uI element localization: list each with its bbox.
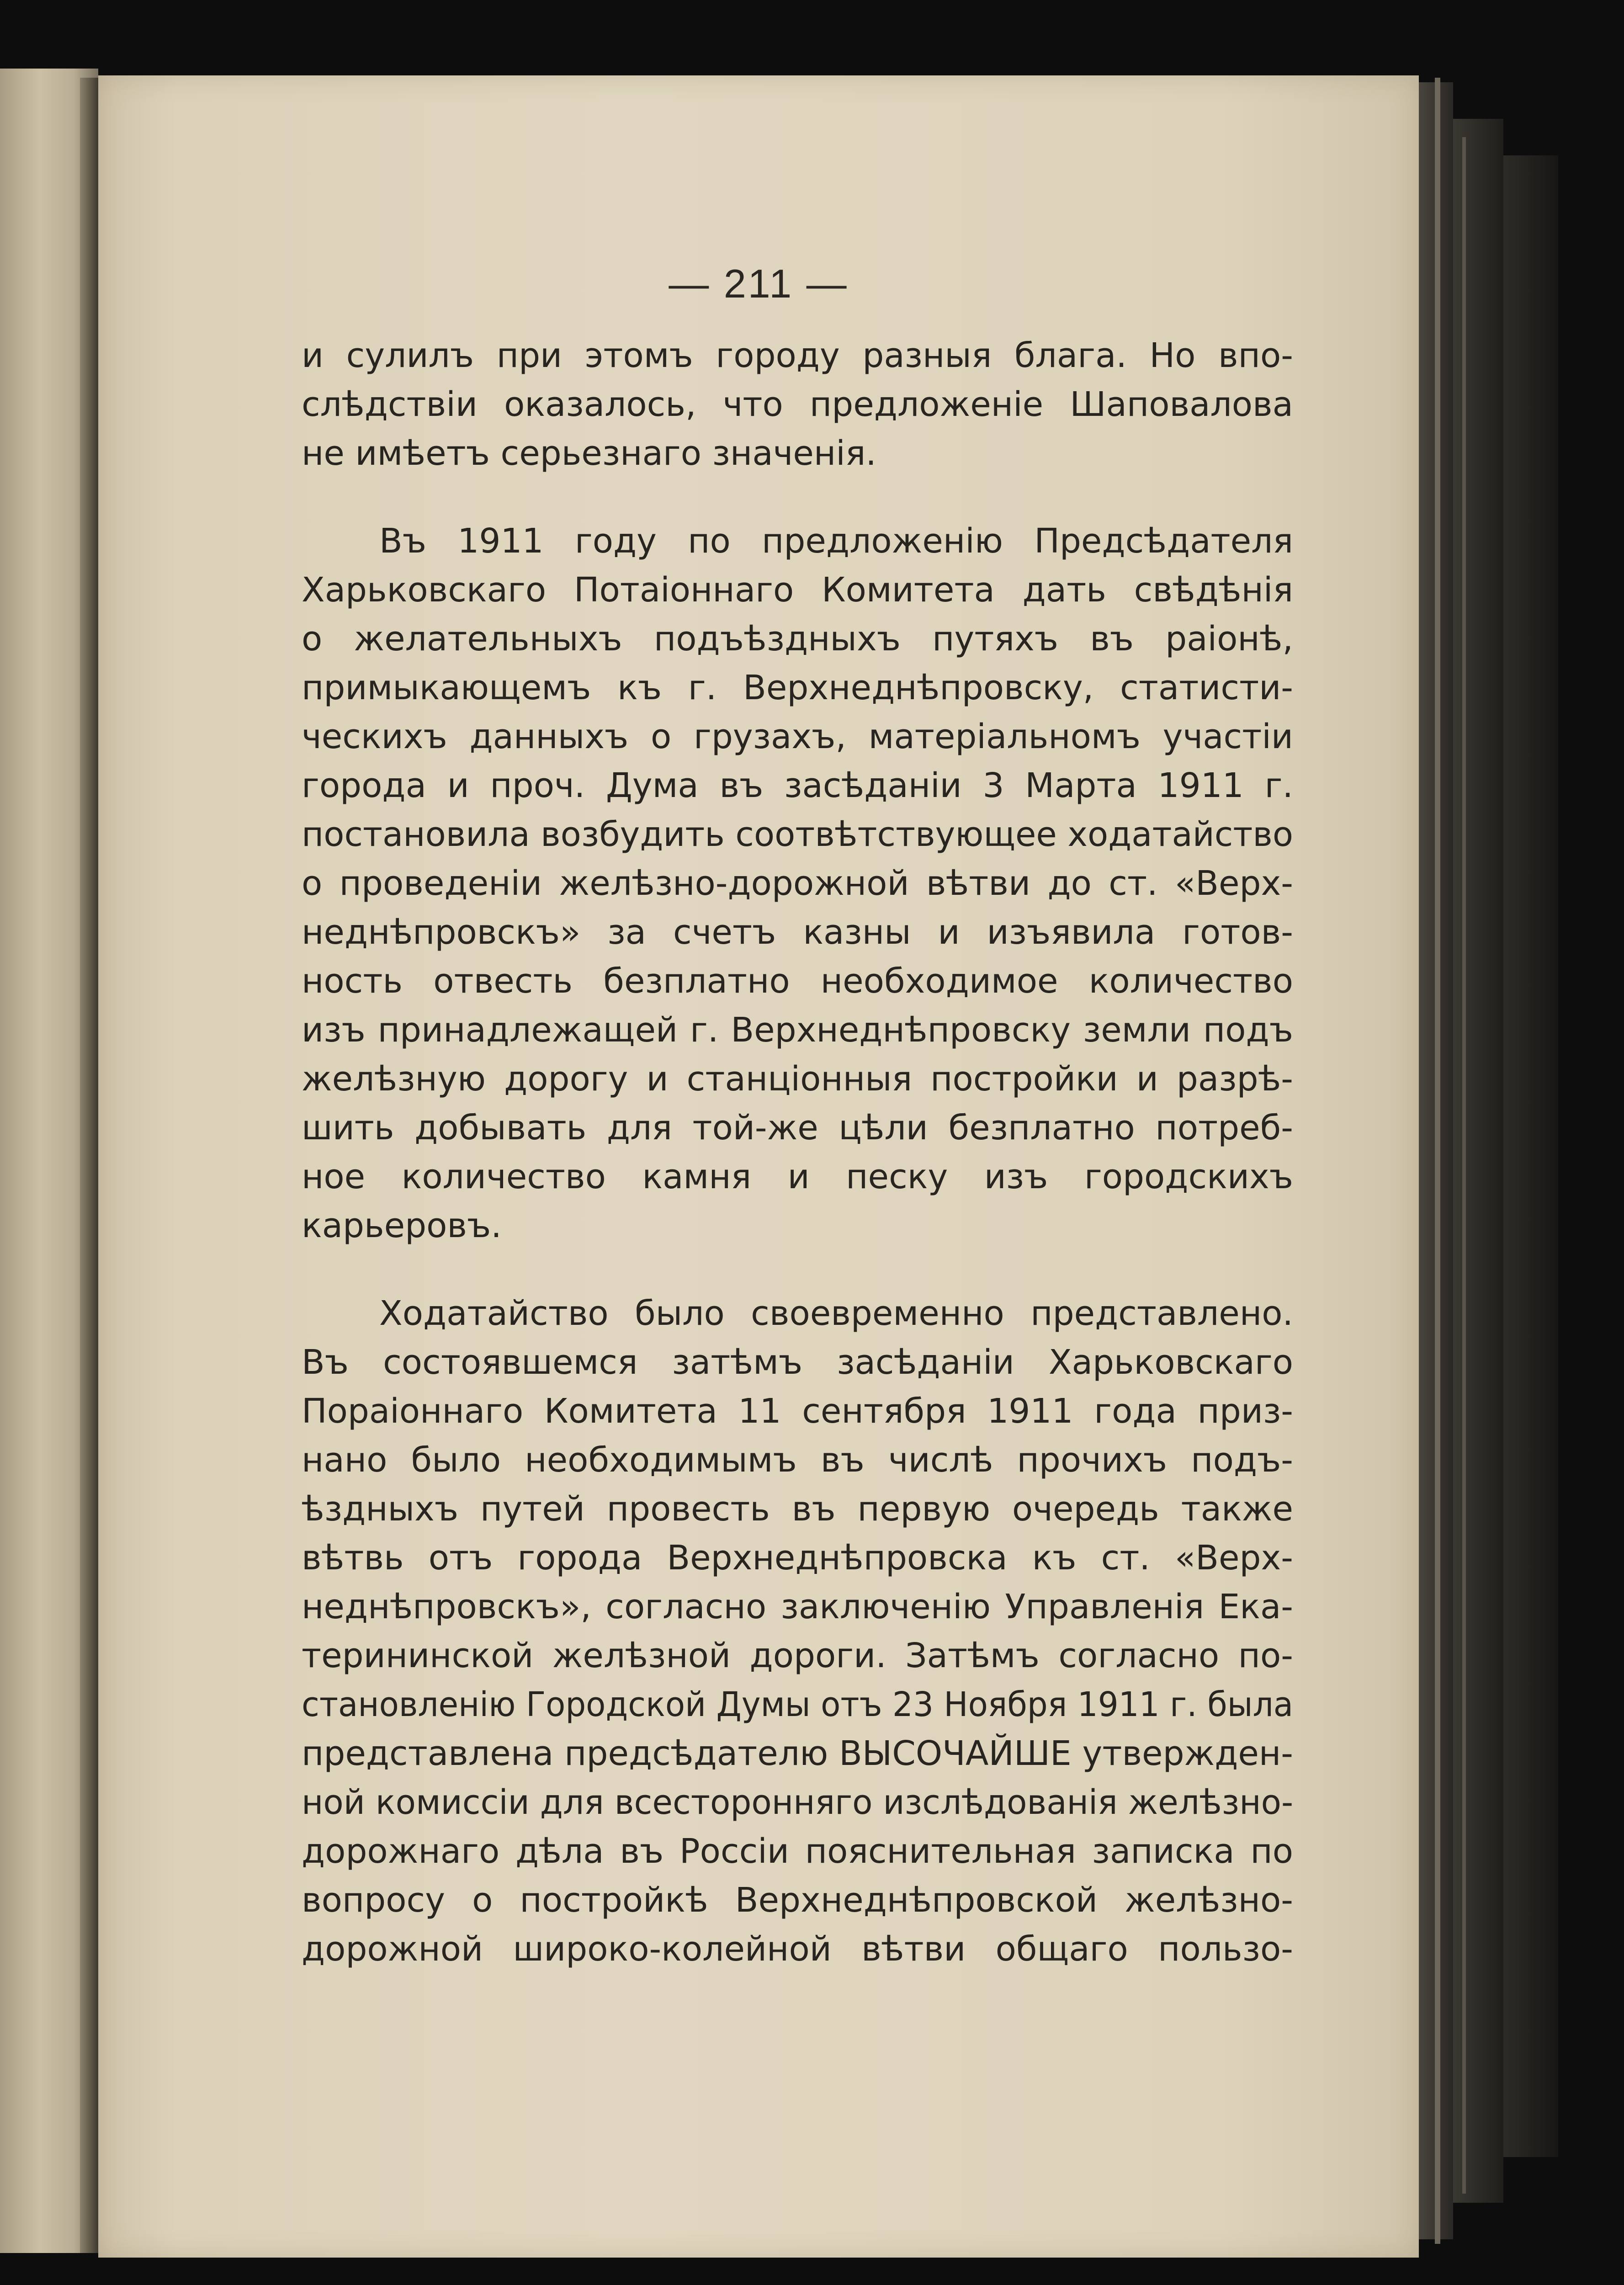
page-block-edge [1503, 155, 1558, 2157]
text-line: шить добывать для той-же цѣли безплатно потреб- [302, 1108, 1293, 1148]
text-line: примыкающемъ къ г. Верхнеднѣпровску, статисти- [302, 668, 1293, 707]
text-line: ческихъ данныхъ о грузахъ, матеріальномъ участіи [302, 717, 1293, 756]
text-line: желѣзную дорогу и станціонныя постройки и разрѣ- [302, 1059, 1293, 1099]
text-line: постановила возбудить соотвѣтствующее ходатайство [302, 815, 1294, 854]
text-line: о желательныхъ подъѣздныхъ путяхъ въ раіонѣ, [302, 619, 1293, 659]
text-line: представлена предсѣдателю ВЫСОЧАЙШЕ утвержден- [302, 1734, 1293, 1773]
book-page [98, 75, 1419, 2258]
text-line: ной комиссіи для всесторонняго изслѣдованія желѣзно- [302, 1783, 1294, 1822]
text-line: Ходатайство было своевременно представлено. [379, 1294, 1293, 1333]
text-line: изъ принадлежащей г. Верхнеднѣпровску земли подъ [302, 1010, 1293, 1050]
text-line: не имѣетъ серьезнаго значенія. [302, 434, 876, 473]
book-gutter [80, 78, 98, 2253]
page-block-edge [1462, 137, 1466, 2194]
text-line: вопросу о постройкѣ Верхнеднѣпровской желѣзно- [302, 1881, 1293, 1920]
text-line: неднѣпровскъ» за счетъ казны и изъявила готов- [302, 913, 1293, 952]
text-line: становленію Городской Думы отъ 23 Ноября 1911 г. была [302, 1685, 1294, 1724]
text-line: города и проч. Дума въ засѣданіи 3 Марта 1911 г. [302, 766, 1293, 805]
paragraph [302, 1289, 1293, 1974]
text-line: карьеровъ. [302, 1206, 502, 1245]
text-line: ѣздныхъ путей провесть въ первую очередь также [302, 1489, 1293, 1529]
text-line: неднѣпровскъ», согласно заключенію Управленія Ека- [302, 1587, 1293, 1626]
text-line: слѣдствіи оказалось, что предложеніе Шаповалова [302, 385, 1293, 424]
text-line: Пораіоннаго Комитета 11 сентября 1911 года приз- [302, 1392, 1293, 1431]
text-line: ное количество камня и песку изъ городскихъ [302, 1157, 1293, 1196]
text-line: нано было необходимымъ въ числѣ прочихъ подъ- [302, 1440, 1293, 1480]
paragraph-spacing [302, 478, 1293, 517]
paragraph-spacing [302, 1250, 1293, 1289]
text-line: терининской желѣзной дороги. Затѣмъ согласно по- [302, 1636, 1293, 1675]
text-line: вѣтвь отъ города Верхнеднѣпровска къ ст. «Верх- [302, 1538, 1293, 1578]
text-line: Въ 1911 году по предложенію Предсѣдателя [379, 521, 1293, 561]
page-block-edge [1435, 78, 1440, 2244]
text-line: и сулилъ при этомъ городу разныя блага. Но впо- [302, 336, 1293, 375]
text-line: Въ состоявшемся затѣмъ засѣданіи Харьковскаго [302, 1343, 1293, 1382]
text-line: о проведеніи желѣзно-дорожной вѣтви до ст. «Верх- [302, 864, 1293, 903]
page-block-edge [1453, 119, 1503, 2203]
text-line: Харьковскаго Потаіоннаго Комитета дать свѣдѣнія [302, 570, 1293, 610]
paragraph [302, 517, 1293, 1250]
page-number: — 211 — [669, 261, 849, 306]
text-line: дорожнаго дѣла въ Россіи пояснительная записка по [302, 1832, 1293, 1871]
body-text [302, 331, 1293, 1974]
text-line: дорожной широко-колейной вѣтви общаго пользо- [302, 1929, 1293, 1969]
paragraph [302, 331, 1293, 478]
text-line: ность отвесть безплатно необходимое количество [302, 962, 1293, 1001]
